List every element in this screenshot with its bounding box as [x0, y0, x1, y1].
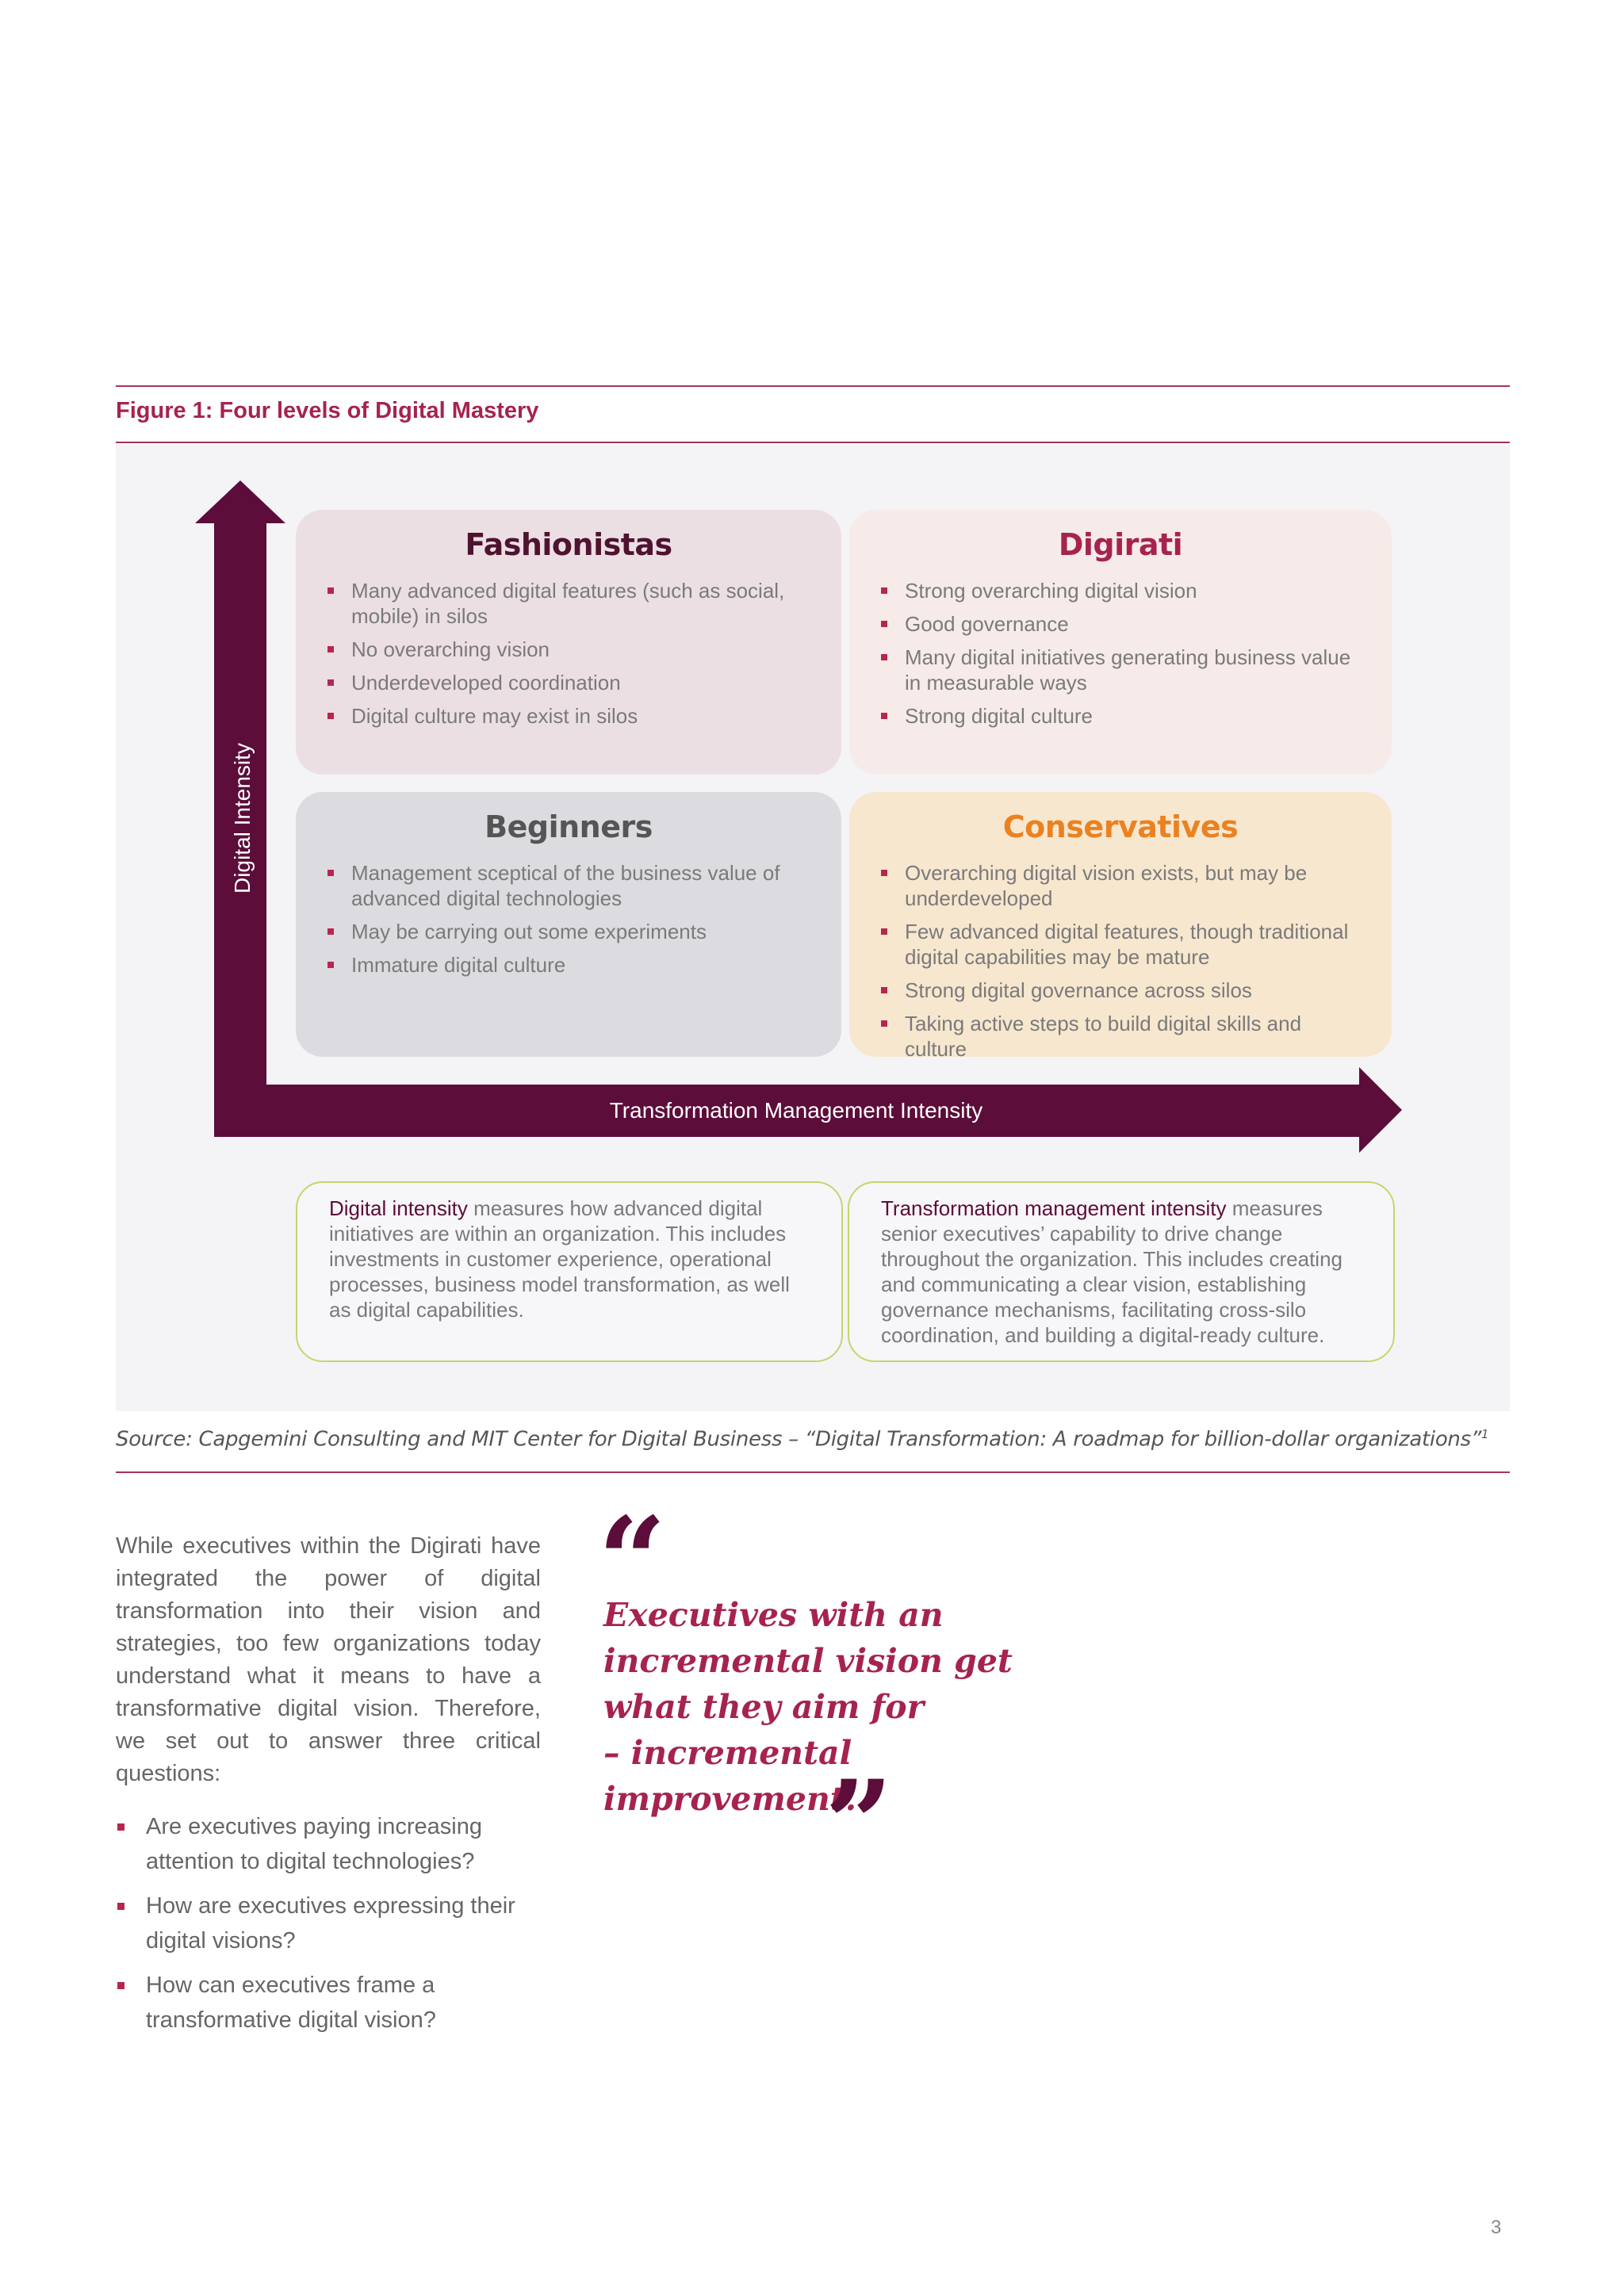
- quadrant-fashionistas: [296, 510, 841, 775]
- title-rule: [116, 442, 1510, 443]
- quadrant-title: Digirati: [1058, 527, 1183, 562]
- definition-term: Transformation management intensity: [881, 1196, 1227, 1220]
- footnote-ref: 1: [1481, 1427, 1489, 1441]
- quadrant-title: Conservatives: [1002, 809, 1239, 844]
- definition-text: measures how advanced digital initiatives are within an organization. This includes investments in customer experience, operational processes, business model transformation, as well as digital capabilities.: [329, 1196, 790, 1322]
- definition-transformation-intensity: [848, 1181, 1395, 1362]
- up-arrow-icon: [195, 480, 285, 523]
- quadrant-conservatives: [849, 792, 1392, 1061]
- right-arrow-icon: [1359, 1067, 1402, 1153]
- list-item: Strong digital governance across silos: [905, 978, 1360, 1003]
- quadrant-list: [881, 860, 1360, 1062]
- definition-digital-intensity: [296, 1181, 843, 1362]
- list-item: Digital culture may exist in silos: [351, 703, 810, 729]
- list-item: Strong overarching digital vision: [905, 578, 1360, 603]
- source-text: Source: Capgemini Consulting and MIT Center for Digital Business – “Digital Transformation: A roadmap for billion-dollar organizations”: [116, 1427, 1482, 1452]
- list-item: Strong digital culture: [905, 703, 1360, 729]
- quote-line: Executives with an: [603, 1596, 944, 1634]
- list-item: Management sceptical of the business value of advanced digital technologies: [351, 860, 810, 911]
- list-item: No overarching vision: [351, 637, 810, 662]
- quote-line: – incremental: [603, 1734, 852, 1772]
- list-item: Taking active steps to build digital skills and culture: [905, 1011, 1360, 1062]
- list-item: Underdeveloped coordination: [351, 670, 810, 695]
- y-axis-label: Digital Intensity: [230, 743, 255, 894]
- list-item: May be carrying out some experiments: [351, 919, 810, 944]
- list-item: Good governance: [905, 611, 1360, 637]
- quadrant-digirati: [849, 510, 1392, 775]
- list-item: How can executives frame a transformative digital vision?: [116, 1968, 560, 2038]
- quote-line: improvement.: [603, 1780, 856, 1818]
- quote-line: incremental vision get: [603, 1642, 1013, 1680]
- figure-title: Figure 1: Four levels of Digital Mastery: [116, 398, 539, 423]
- source-rule: [116, 1471, 1510, 1473]
- list-item: Few advanced digital features, though traditional digital capabilities may be mature: [905, 919, 1360, 970]
- pull-quote: [603, 1592, 1016, 1822]
- open-quote-icon: “: [598, 1491, 667, 1631]
- list-item: Many digital initiatives generating business value in measurable ways: [905, 645, 1360, 695]
- list-item: Are executives paying increasing attention to digital technologies?: [116, 1809, 560, 1879]
- quote-line: what they aim for: [603, 1688, 925, 1726]
- list-item: Many advanced digital features (such as social, mobile) in silos: [351, 578, 810, 629]
- quadrant-title: Fashionistas: [465, 527, 672, 562]
- top-rule: [116, 385, 1510, 387]
- quadrant-beginners: [296, 792, 841, 1057]
- list-item: How are executives expressing their digital visions?: [116, 1888, 560, 1958]
- quadrant-list: [327, 578, 810, 729]
- list-item: Overarching digital vision exists, but may be underdeveloped: [905, 860, 1360, 911]
- intro-paragraph: While executives within the Digirati have integrated the power of digital transformation into their vision and strategies, too few organizations today understand what it means to have a transformative digital vision. Therefore, we set out to answer three critical questions:: [116, 1533, 541, 1786]
- figure-source: [116, 1427, 1488, 1452]
- definition-text: measures senior executives’ capability to drive change throughout the organization. This includes creating and communicating a clear vision, establishing governance mechanisms, facilitating cross-silo coordination, and building a digital-ready culture.: [881, 1196, 1343, 1347]
- questions-list: [116, 1809, 560, 2047]
- definition-term: Digital intensity: [329, 1196, 468, 1220]
- quadrant-list: [881, 578, 1360, 729]
- quadrant-title: Beginners: [485, 809, 653, 844]
- quadrant-list: [327, 860, 810, 978]
- close-quote-icon: ”: [825, 1755, 894, 1894]
- x-axis-label: Transformation Management Intensity: [609, 1098, 983, 1123]
- list-item: Immature digital culture: [351, 952, 810, 978]
- page-number: 3: [1491, 2217, 1502, 2238]
